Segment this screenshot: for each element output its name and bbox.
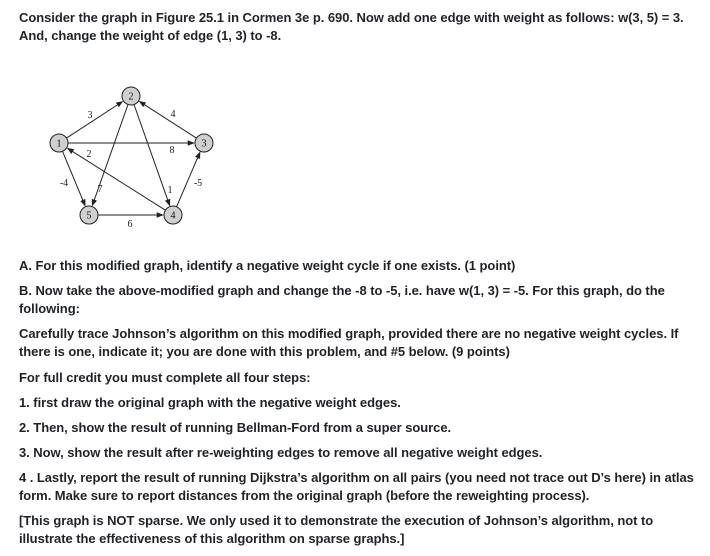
- edge-weight-1-3: 8: [169, 145, 175, 156]
- graph-node-label-1: 1: [56, 138, 62, 150]
- edge-2-4: [134, 105, 170, 206]
- graph-node-label-3: 3: [201, 138, 207, 150]
- edge-1-2: [67, 102, 123, 139]
- full-credit-line: For full credit you must complete all four steps:: [19, 370, 311, 385]
- edge-weight-3-2: 4: [170, 109, 176, 120]
- graph-note: [This graph is NOT sparse. We only used it to demonstrate the execution of Johnson’s algorithm, not to illustrate the effectiveness of this algorithm on sparse graphs.]: [19, 513, 654, 546]
- question-b: B. Now take the above-modified graph and change the -8 to -5, i.e. have w(1, 3) = -5. For this graph, do the following:: [19, 283, 665, 316]
- trace-instruction: Carefully trace Johnson’s algorithm on this modified graph, provided there are no negative weight cycles. If there is one, indicate it; you are done with this problem, and #5 below. (9 points): [19, 326, 679, 359]
- intro-paragraph: Consider the graph in Figure 25.1 in Cormen 3e p. 690. Now add one edge with weight as follows: w(3, 5) = 3. And, change the weight of edge (1, 3) to -8.: [19, 10, 684, 43]
- graph-node-label-5: 5: [86, 210, 92, 222]
- edge-3-2: [139, 101, 196, 138]
- edge-weight-4-1: 2: [86, 149, 92, 160]
- edge-weight-2-4: 1: [167, 185, 173, 196]
- step-3: 3. Now, show the result after re-weighting edges to remove all negative weight edges.: [19, 445, 543, 460]
- edge-weight-1-5: -4: [59, 178, 69, 189]
- step-1: 1. first draw the original graph with the negative weight edges.: [19, 395, 401, 410]
- graph-node-label-4: 4: [170, 210, 176, 222]
- edge-weight-4-3: -5: [193, 178, 203, 189]
- step-2: 2. Then, show the result of running Bellman-Ford from a super source.: [19, 420, 452, 435]
- directed-graph-figure: [40, 82, 230, 234]
- edge-weight-2-5: 7: [97, 184, 103, 195]
- edge-weight-1-2: 3: [87, 110, 93, 121]
- edge-weight-5-4: 6: [127, 219, 133, 230]
- question-a: A. For this modified graph, identify a negative weight cycle if one exists. (1 point): [19, 258, 516, 273]
- edge-4-1: [68, 148, 166, 210]
- step-4: 4 . Lastly, report the result of running Dijkstra’s algorithm on all pairs (you need not trace out D’s here) in atlas form. Make sure to report distances from the original graph (before the reweighting process).: [19, 470, 694, 503]
- graph-node-label-2: 2: [128, 91, 134, 103]
